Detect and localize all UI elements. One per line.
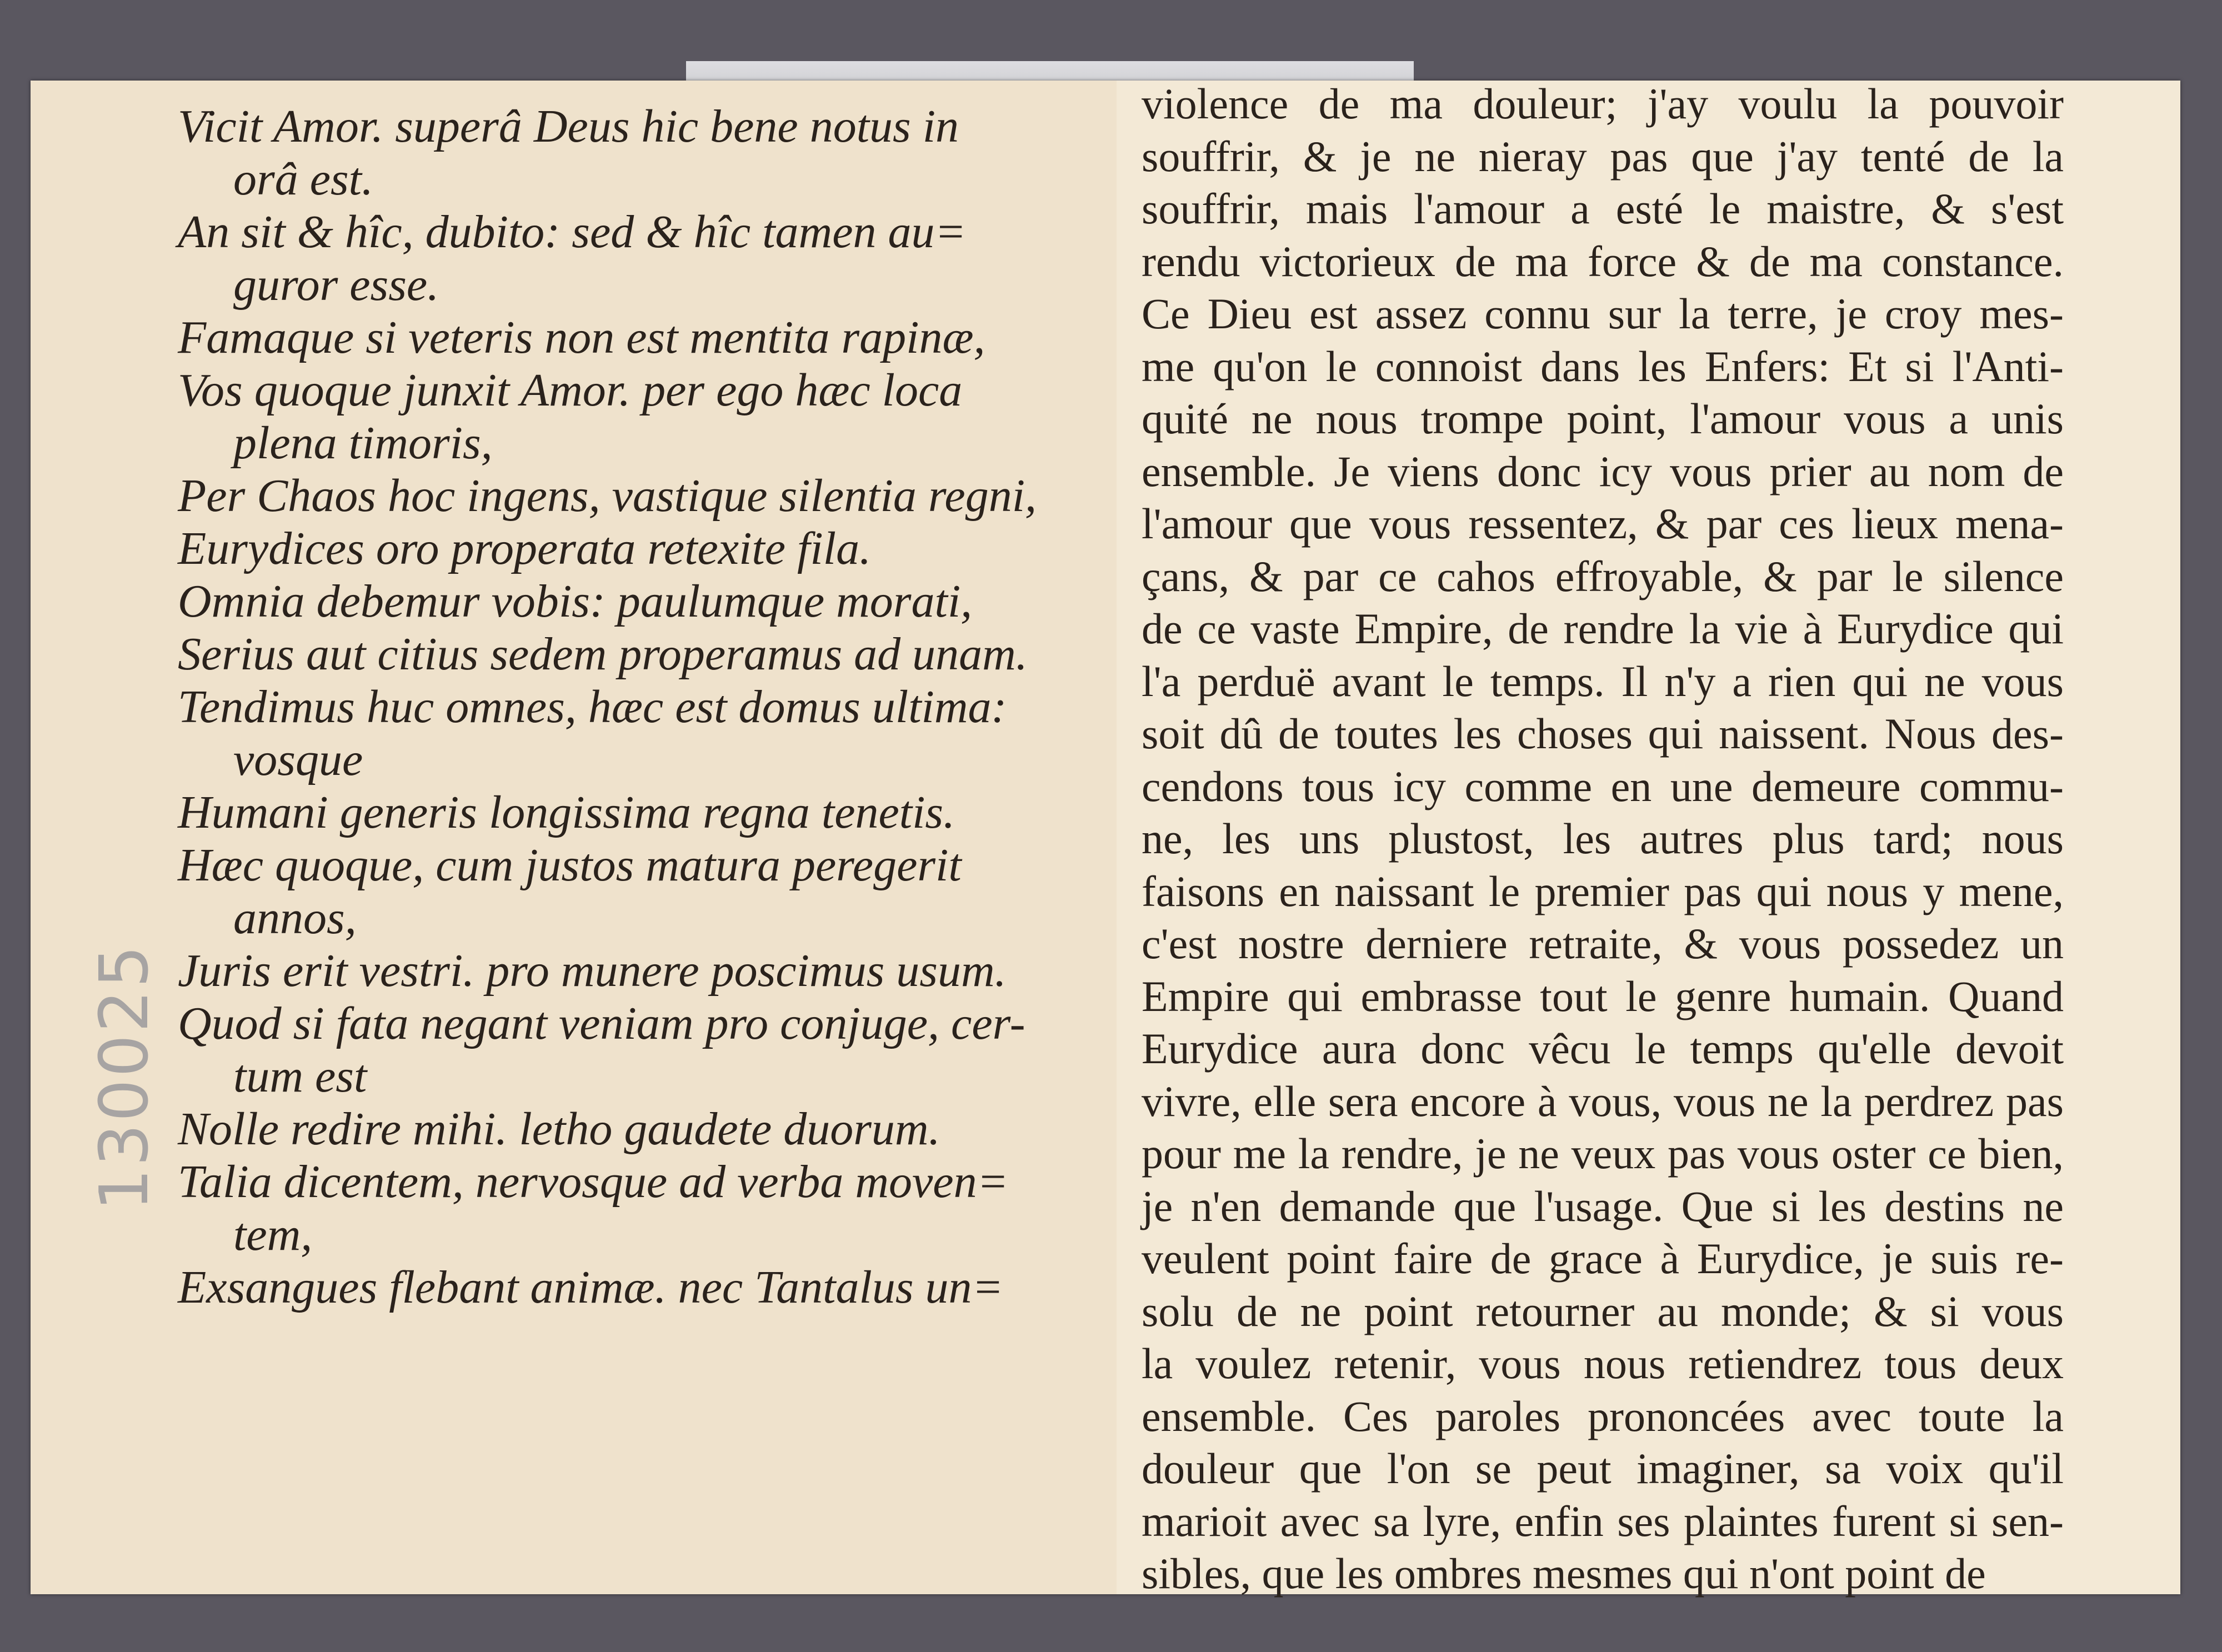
french-prose-line: ensemble. Je viens donc icy vous prier au nom de (1142, 447, 2064, 495)
french-prose-line: je n'en demande que l'usage. Que si les destins ne (1142, 1182, 2064, 1230)
french-prose-line: soit dû de toutes les choses qui naissent. Nous des- (1142, 709, 2064, 758)
latin-verse-line: Per Chaos hoc ingens, vastique silentia regni, (178, 470, 1037, 522)
french-prose-line: marioit avec sa lyre, enfin ses plaintes furent si sen- (1142, 1496, 2064, 1545)
french-prose-column (1142, 78, 2064, 1600)
latin-verse-line: annos, (233, 892, 357, 944)
latin-verse-line: Nolle redire mihi. letho gaudete duorum. (178, 1103, 940, 1155)
french-prose-line: douleur que l'on se peut imaginer, sa voix qu'il (1142, 1444, 2064, 1493)
latin-verse-line: Quod si fata negant veniam pro conjuge, cer- (178, 998, 1025, 1049)
french-prose-line: veulent point faire de grace à Eurydice, je suis re- (1142, 1234, 2064, 1283)
latin-verse-line: tum est (233, 1050, 367, 1102)
latin-verse-line: Juris erit vestri. pro munere poscimus usum. (178, 945, 1007, 997)
latin-verse-line: Exsangues flebant animæ. nec Tantalus un= (178, 1261, 1004, 1313)
latin-verse-line: Humani generis longissima regna tenetis. (178, 787, 955, 838)
french-prose-line: quité ne nous trompe point, l'amour vous a unis (1142, 394, 2064, 443)
latin-verse-line: An sit & hîc, dubito: sed & hîc tamen au= (178, 206, 967, 258)
latin-verse-line: tem, (233, 1209, 313, 1260)
latin-verse-line: Vos quoque junxit Amor. per ego hæc loca (178, 364, 963, 416)
latin-verse-line: Vicit Amor. superâ Deus hic bene notus in (178, 101, 959, 152)
pencil-inventory-number: 130025 (86, 943, 163, 1211)
french-prose-line: la voulez retenir, vous nous retiendrez tous deux (1142, 1339, 2064, 1388)
latin-verse-line: Talia dicentem, nervosque ad verba moven= (178, 1156, 1009, 1208)
latin-verse-line: Eurydices oro properata retexite fila. (178, 523, 872, 574)
french-prose-line: ne, les uns plustost, les autres plus tard; nous (1142, 814, 2064, 863)
french-prose-line: de ce vaste Empire, de rendre la vie à Eurydice qui (1142, 604, 2064, 653)
french-prose-line: solu de ne point retourner au monde; & si vous (1142, 1286, 2064, 1335)
french-prose-line: cendons tous icy comme en une demeure commu- (1142, 762, 2064, 810)
latin-verse-line: vosque (233, 734, 363, 785)
latin-verse-line: Famaque si veteris non est mentita rapinæ, (178, 312, 985, 363)
french-prose-line: Empire qui embrasse tout le genre humain. Quand (1142, 972, 2064, 1020)
latin-verse-line: Hæc quoque, cum justos matura peregerit (178, 839, 962, 891)
french-prose-line: sibles, que les ombres mesmes qui n'ont point de (1142, 1549, 1986, 1598)
latin-verse-column (178, 100, 1111, 1314)
french-prose-line: violence de ma douleur; j'ay voulu la pouvoir (1142, 79, 2064, 128)
french-prose-line: vivre, elle sera encore à vous, vous ne la perdrez pas (1142, 1077, 2064, 1125)
latin-verse-line: plena timoris, (233, 417, 493, 469)
french-prose-line: Ce Dieu est assez connu sur la terre, je croy mes- (1142, 289, 2064, 338)
latin-verse-line: guror esse. (233, 259, 439, 311)
french-prose-line: Eurydice aura donc vêcu le temps qu'elle devoit (1142, 1024, 2064, 1073)
latin-verse-line: Tendimus huc omnes, hæc est domus ultima: (178, 681, 1007, 733)
latin-verse-line: Serius aut citius sedem properamus ad unam. (178, 628, 1028, 680)
french-prose-line: rendu victorieux de ma force & de ma constance. (1142, 237, 2064, 286)
french-prose-line: ensemble. Ces paroles prononcées avec toute la (1142, 1391, 2064, 1440)
french-prose-line: souffrir, mais l'amour a esté le maistre, & s'est (1142, 184, 2064, 233)
french-prose-line: çans, & par ce cahos effroyable, & par le silence (1142, 552, 2064, 600)
latin-verse-line: Omnia debemur vobis: paulumque morati, (178, 575, 973, 627)
latin-verse-line: orâ est. (233, 153, 373, 205)
french-prose-line: c'est nostre derniere retraite, & vous possedez un (1142, 919, 2064, 968)
french-prose-line: souffrir, & je ne nieray pas que j'ay tenté de la (1142, 132, 2064, 181)
french-prose-line: l'a perduë avant le temps. Il n'y a rien qui ne vous (1142, 657, 2064, 705)
french-prose-line: l'amour que vous ressentez, & par ces lieux mena- (1142, 499, 2064, 548)
french-prose-line: faisons en naissant le premier pas qui nous y mene, (1142, 867, 2064, 915)
french-prose-line: pour me la rendre, je ne veux pas vous oster ce bien, (1142, 1129, 2064, 1178)
french-prose-line: me qu'on le connoist dans les Enfers: Et si l'Anti- (1142, 342, 2064, 391)
